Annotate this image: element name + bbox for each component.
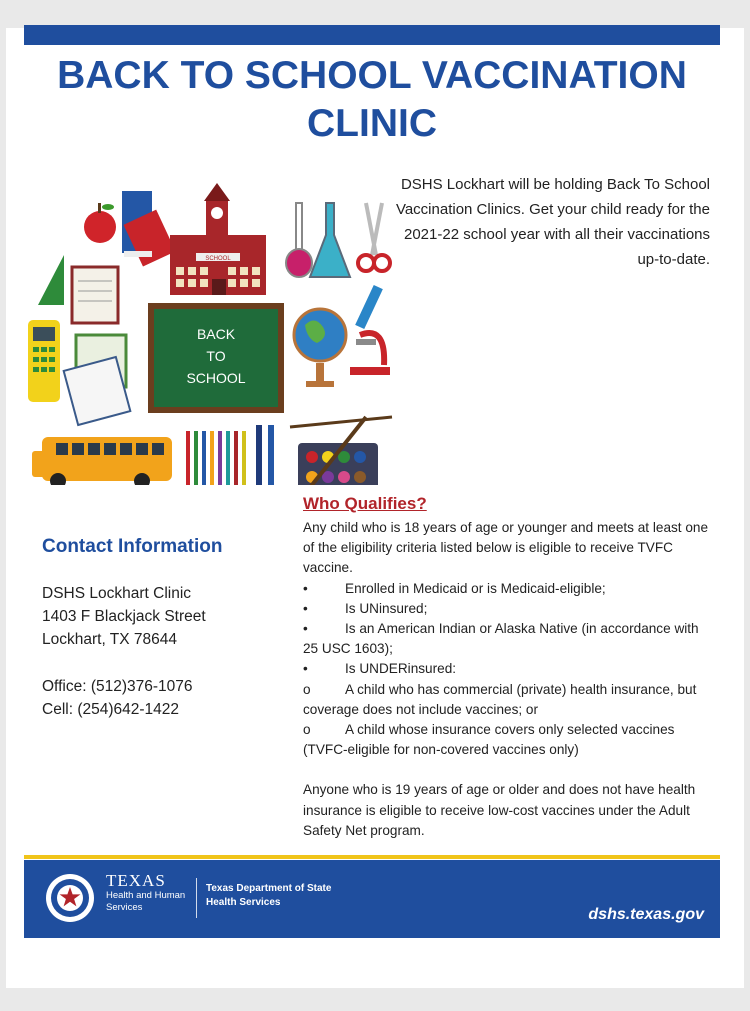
sub-bullet-item: o A child who has commercial (private) health insurance, but coverage does not include vaccines; or bbox=[303, 681, 697, 717]
school-supplies-illustration bbox=[20, 155, 400, 485]
globe-icon bbox=[294, 309, 346, 387]
website-url: dshs.texas.gov bbox=[588, 906, 704, 923]
street-address: 1403 F Blackjack Street bbox=[42, 608, 206, 625]
contact-heading: Contact Information bbox=[42, 536, 223, 557]
board-text-2: TO bbox=[206, 348, 226, 364]
microscope-icon bbox=[350, 285, 390, 375]
board-text-1: BACK bbox=[196, 326, 236, 342]
lab-flasks-icon bbox=[286, 203, 350, 277]
contact-details bbox=[42, 582, 206, 721]
building-sign: SCHOOL bbox=[205, 256, 231, 262]
bullet-item: • Is UNDERinsured: bbox=[303, 659, 715, 679]
sub-bullet-marker: o bbox=[303, 681, 311, 697]
office-phone: Office: (512)376-1076 bbox=[42, 678, 193, 695]
texas-hhs-seal-icon bbox=[44, 872, 96, 924]
chalkboard bbox=[148, 303, 284, 413]
paint-palette-icon bbox=[290, 417, 392, 485]
intro-text: DSHS Lockhart will be holding Back To School Vaccination Clinics. Get your child ready for the 2021-22 school year with all their vaccinations up-to-date. bbox=[395, 176, 710, 268]
board-text-3: SCHOOL bbox=[186, 370, 246, 386]
apple-icon bbox=[84, 203, 116, 243]
pens-icon bbox=[256, 425, 274, 485]
school-bus-icon bbox=[32, 437, 172, 485]
who-qualifies-heading: Who Qualifies? bbox=[303, 494, 427, 513]
bullet-item: • Enrolled in Medicaid or is Medicaid-eligible; bbox=[303, 579, 715, 599]
bullet-marker: • bbox=[303, 600, 308, 616]
cell-phone: Cell: (254)642-1422 bbox=[42, 701, 180, 718]
sub-bullet-item: o A child whose insurance covers only selected vaccines (TVFC-eligible for non-covered vaccines only) bbox=[303, 722, 675, 758]
ruler-triangle-icon bbox=[38, 255, 64, 305]
logo-divider bbox=[196, 878, 197, 918]
books-icon bbox=[122, 191, 176, 267]
eligibility-section bbox=[303, 518, 715, 841]
adult-safety-net-text: Anyone who is 19 years of age or older and does not have health insurance is eligible to receive low-cost vaccines under the Adult Safety Net program. bbox=[303, 782, 696, 838]
calculator-icon bbox=[28, 320, 60, 402]
footer-accent-line bbox=[24, 855, 720, 859]
school-building-icon bbox=[170, 183, 266, 295]
eligibility-intro: Any child who is 18 years of age or younger and meets at least one of the eligibility criteria listed below is eligible to receive TVFC vaccine. bbox=[303, 520, 709, 576]
top-banner-bar bbox=[24, 25, 720, 45]
clinic-name: DSHS Lockhart Clinic bbox=[42, 585, 192, 602]
scissors-icon bbox=[358, 203, 390, 271]
title-line-1: BACK TO SCHOOL VACCINATION bbox=[57, 54, 687, 97]
title-line-2: CLINIC bbox=[307, 102, 437, 145]
dshs-logo-text: Texas Department of State Health Services bbox=[206, 883, 332, 908]
colored-pencils-icon bbox=[186, 431, 246, 485]
bullet-marker: • bbox=[303, 580, 308, 596]
bullet-marker: • bbox=[303, 661, 308, 677]
hhs-logo-text: TEXAS Health and Human Services bbox=[106, 871, 186, 913]
bullet-item: • Is UNinsured; bbox=[303, 599, 715, 619]
city-address: Lockhart, TX 78644 bbox=[42, 631, 177, 648]
open-book-icon bbox=[72, 267, 118, 323]
notebook-icon bbox=[64, 335, 131, 425]
bullet-marker: • bbox=[303, 621, 308, 637]
page-title bbox=[24, 52, 720, 148]
sub-bullet-marker: o bbox=[303, 722, 311, 738]
footer-banner bbox=[24, 860, 720, 938]
bullet-item: • Is an American Indian or Alaska Native (in accordance with 25 USC 1603); bbox=[303, 621, 699, 657]
